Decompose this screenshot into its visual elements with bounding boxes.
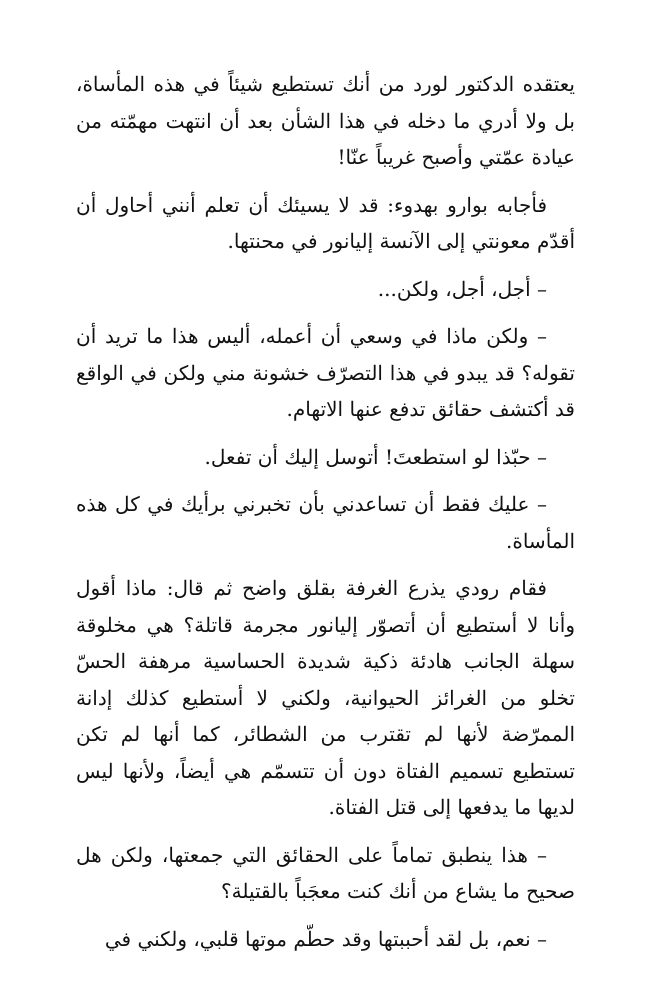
- dialogue-line-3: – حبّذا لو استطعتَ! أتوسل إليك أن تفعل.: [204, 444, 547, 469]
- dialogue-line-2: – ولكن ماذا في وسعي أن أعمله، أليس هذا ما تريد أن تقوله؟ قد يبدو في هذا التصرّف خشونة مني ولكن في الواقع قد أكتشف حقائق تدفع عنها الاتهام.: [76, 324, 575, 421]
- dialogue-line-6: – نعم، بل لقد أحببتها وقد حطّم موتها قلبي، ولكني في: [104, 926, 547, 951]
- dialogue-line-4: – عليك فقط أن تساعدني بأن تخبرني برأيك في كل هذه المأساة.: [76, 492, 575, 553]
- dialogue-line-5: – هذا ينطبق تماماً على الحقائق التي جمعتها، ولكن هل صحيح ما يشاع من أنك كنت معجَباً بالقتيلة؟: [76, 842, 575, 903]
- paragraph-1: يعتقده الدكتور لورد من أنك تستطيع شيئاً في هذه المأساة، بل ولا أدري ما دخله في هذا الشأن بعد أن انتهت مهمّته من عيادة عمّتي وأصبح غريباً عنّا!: [76, 72, 575, 169]
- paragraph-3: فقام رودي يذرع الغرفة بقلق واضح ثم قال: ماذا أقول وأنا لا أستطيع أن أتصوّر إليانور مجرمة قاتلة؟ هي مخلوقة سهلة الجانب هادئة ذكية شديدة الحساسية مرهفة الحسّ تخلو من الغرائز الحيوانية، ولكني لا أستطيع كذلك إدانة الممرّضة لأنها لم تقترب من الشطائر، كما أنها لم تكن تستطيع تسميم الفتاة دون أن تتسمّم هي أيضاً، ولأنها ليس لديها ما يدفعها إلى قتل الفتاة.: [76, 576, 575, 819]
- dialogue-line-1: – أجل، أجل، ولكن...: [377, 276, 547, 301]
- paragraph-2: فأجابه بوارو بهدوء: قد لا يسيئك أن تعلم أنني أحاول أن أقدّم معونتي إلى الآنسة إليانور في محنتها.: [76, 192, 575, 253]
